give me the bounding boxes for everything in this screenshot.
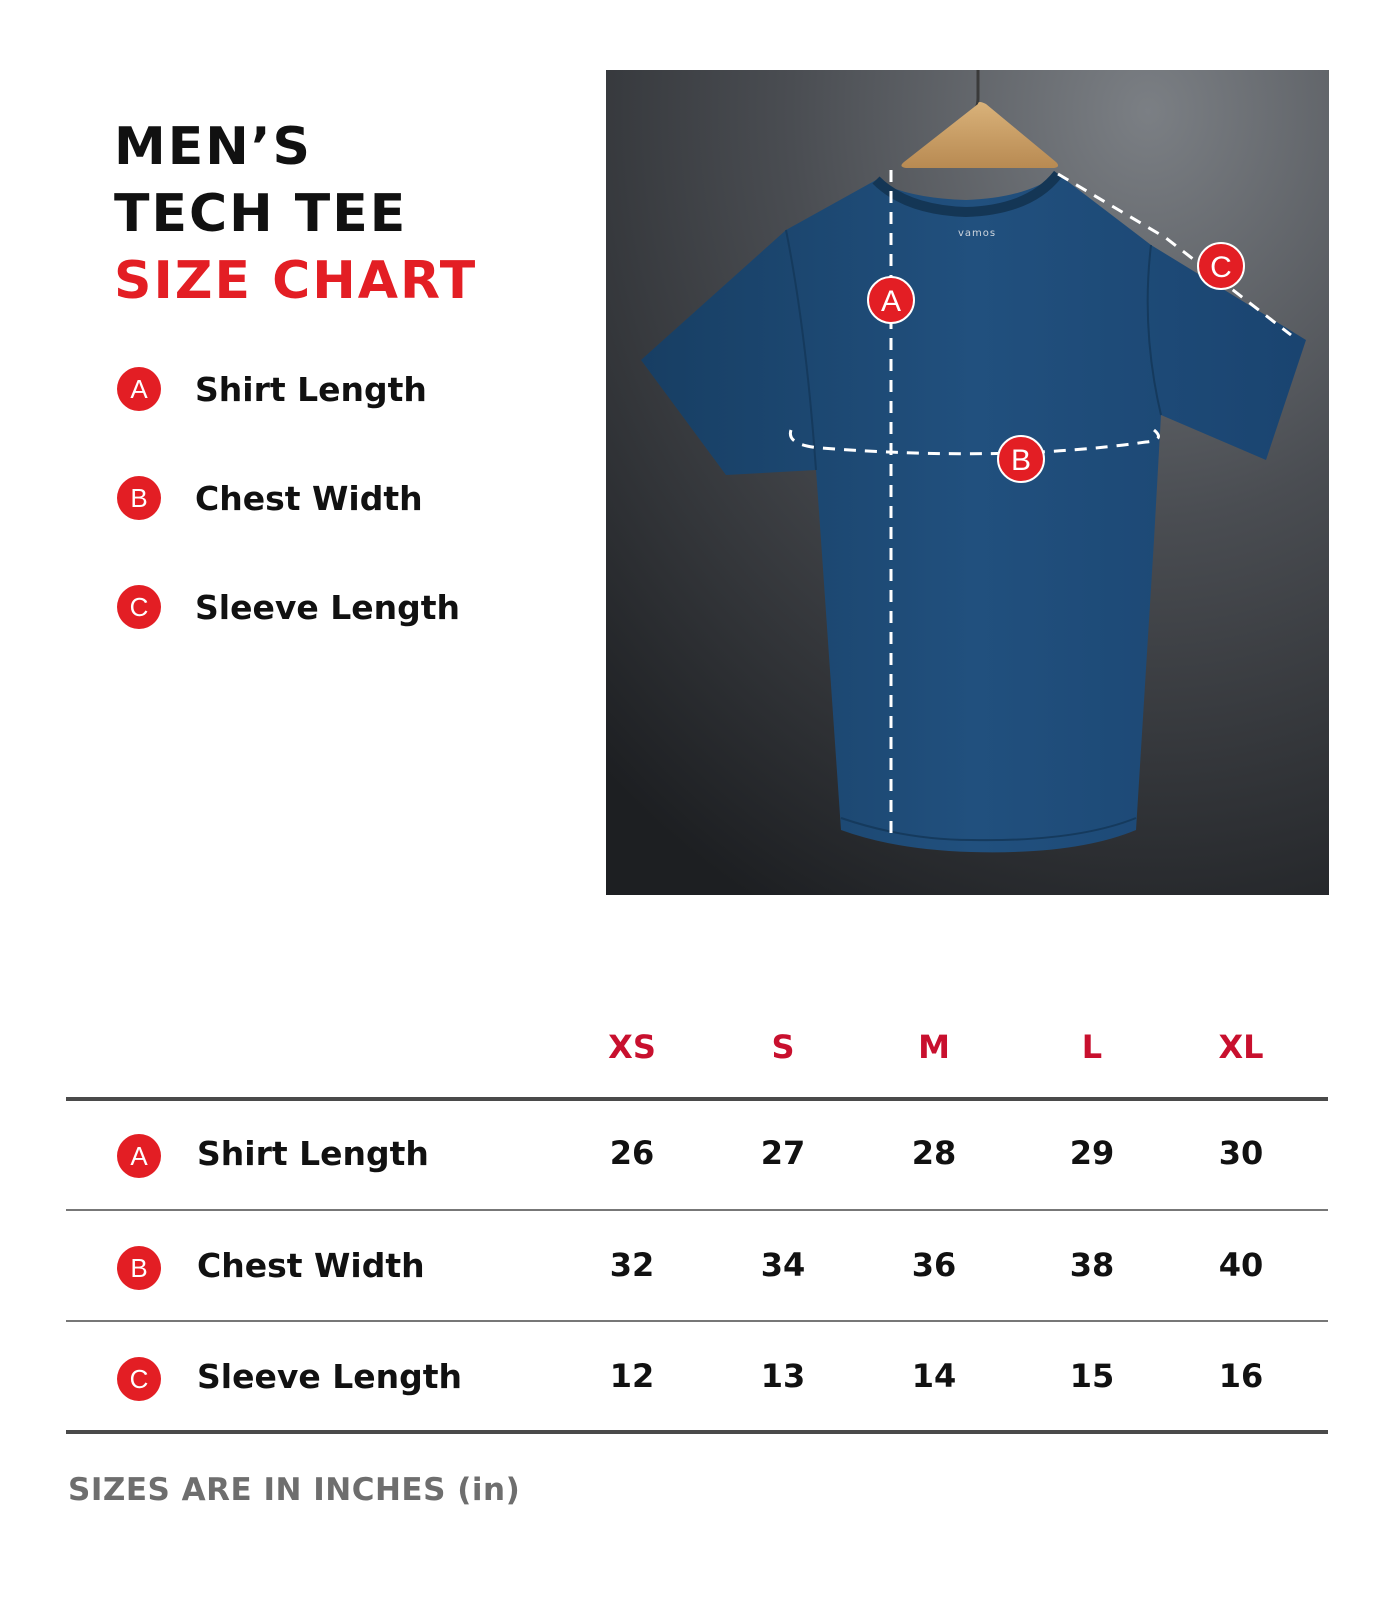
marker-c-letter: C [1210,251,1232,284]
row-divider [66,1209,1328,1211]
cell-m: 28 [911,1134,957,1172]
legend-label: Chest Width [195,478,423,518]
size-header-l: L [1081,1028,1103,1066]
row-badge-b: B [117,1246,161,1290]
size-header-row [0,1028,1390,1072]
title-line-1: MEN’S [114,117,312,177]
title-line-2: TECH TEE [114,184,408,244]
cell-xs: 26 [609,1134,655,1172]
cell-s: 34 [760,1246,806,1284]
page-title [114,114,477,315]
table-bottom-rule [66,1430,1328,1434]
marker-c [1198,243,1244,289]
row-badge-c: C [117,1357,161,1401]
size-header-s: S [771,1028,795,1066]
table-row-shirt-length [0,1126,1390,1186]
size-header-xl: XL [1218,1028,1264,1066]
marker-a-letter: A [880,285,902,318]
cell-l: 15 [1069,1357,1115,1395]
row-label: Chest Width [197,1246,425,1285]
table-row-chest-width [0,1238,1390,1298]
cell-m: 14 [911,1357,957,1395]
legend-label: Sleeve Length [195,587,461,627]
row-badge-a: A [117,1134,161,1178]
legend-item-shirt-length [117,366,427,412]
size-header-xs: XS [608,1028,656,1066]
cell-xs: 32 [609,1246,655,1284]
cell-m: 36 [911,1246,957,1284]
row-label: Sleeve Length [197,1357,463,1396]
cell-s: 13 [760,1357,806,1395]
row-label: Shirt Length [197,1134,429,1173]
brand-tag: vamos [958,228,997,239]
legend-item-sleeve-length [117,584,460,630]
marker-b [998,436,1044,482]
shirt-photo [606,70,1329,895]
units-note: SIZES ARE IN INCHES (in) [68,1472,521,1508]
marker-a [868,277,914,323]
table-row-sleeve-length [0,1349,1390,1409]
cell-s: 27 [760,1134,806,1172]
legend-label: Shirt Length [195,369,427,409]
row-divider [66,1320,1328,1322]
marker-b-badge: B [117,476,161,520]
cell-l: 38 [1069,1246,1115,1284]
table-top-rule [66,1097,1328,1101]
shirt-illustration [606,70,1329,895]
cell-xl: 16 [1218,1357,1264,1395]
cell-xl: 30 [1218,1134,1264,1172]
marker-c-badge: C [117,585,161,629]
cell-xs: 12 [609,1357,655,1395]
marker-a-badge: A [117,367,161,411]
legend-item-chest-width [117,475,423,521]
cell-l: 29 [1069,1134,1115,1172]
cell-xl: 40 [1218,1246,1264,1284]
title-line-3: SIZE CHART [114,251,478,311]
size-header-m: M [918,1028,950,1066]
marker-b-letter: B [1010,444,1032,477]
